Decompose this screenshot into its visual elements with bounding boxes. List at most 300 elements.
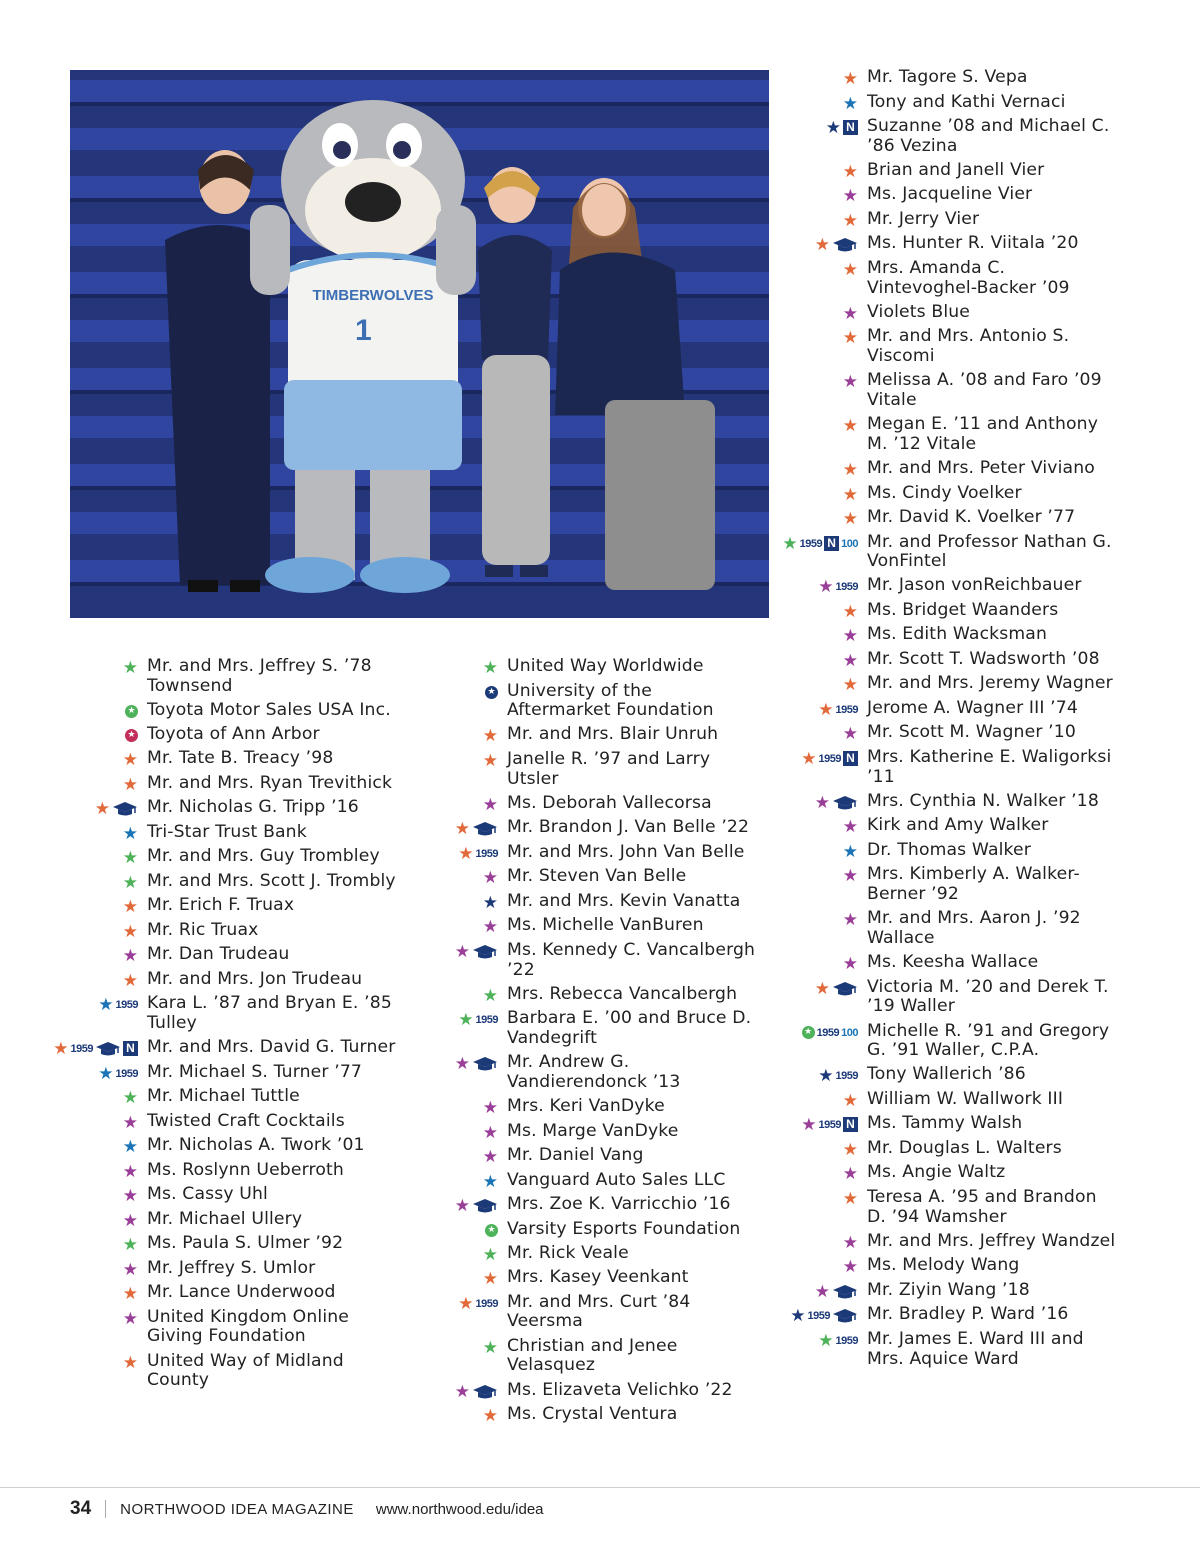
star-orange-icon: ★ [122,1352,138,1373]
donor-icons [0,1136,147,1156]
donor-icons [360,867,507,887]
donor-entry [720,1163,1119,1183]
star-navy-icon: ★ [818,1066,834,1087]
star-orange-icon: ★ [842,460,858,481]
donor-name: Mr. Brandon J. Van Belle ’22 [507,817,750,838]
donor-entry [360,725,759,745]
donor-entry [360,843,759,863]
star-orange-icon: ★ [122,921,138,942]
graduation-cap-icon [832,1284,858,1300]
donor-name: Mrs. Kasey Veenkant [507,1267,689,1288]
donor-name: Ms. Jacqueline Vier [867,184,1033,205]
donor-entry [0,1087,399,1107]
star-orange-icon: ★ [842,161,858,182]
donor-entry [720,161,1119,181]
donor-entry [0,994,399,1033]
star-purple-icon: ★ [122,1210,138,1231]
donor-entry [0,1352,399,1391]
star-blue-icon: ★ [482,1171,498,1192]
donor-name: Mrs. Amanda C. Vintevoghel-Backer ’09 [867,257,1070,298]
star-orange-icon: ★ [482,1269,498,1290]
star-blue-icon: ★ [122,823,138,844]
donor-entry [720,415,1119,454]
donor-entry [0,1161,399,1181]
star-purple-icon: ★ [842,817,858,838]
star-orange-icon: ★ [53,1039,69,1060]
donor-entry [720,303,1119,323]
donor-name: Mr. and Mrs. Kevin Vanatta [507,890,741,911]
donor-entry [720,259,1119,298]
donor-entry [720,210,1119,230]
donor-icons [360,1293,507,1313]
donor-icons [360,1146,507,1166]
donor-entry [720,1256,1119,1276]
society-1959-icon: 1959 [475,1014,498,1027]
donor-icons [360,1053,507,1073]
donor-name: Mr. Steven Van Belle [507,866,687,887]
donor-entry [0,1038,399,1058]
donor-name: Ms. Crystal Ventura [507,1404,678,1425]
donor-name: Ms. Hunter R. Viitala ’20 [867,233,1079,254]
star-purple-icon: ★ [122,1259,138,1280]
donor-entry [0,749,399,769]
star-orange-icon: ★ [818,699,834,720]
donor-entry [360,1244,759,1264]
donor-icons [0,872,147,892]
donor-entry [0,701,399,721]
donor-icons [0,1210,147,1230]
donor-name: Ms. Keesha Wallace [867,952,1039,973]
star-blue-icon: ★ [842,93,858,114]
donor-name: Ms. Cindy Voelker [867,482,1022,503]
donor-name: Suzanne ’08 and Michael C. ’86 Vezina [867,116,1110,156]
donor-entry [720,723,1119,743]
donor-entry [360,818,759,838]
donor-name: William W. Wallwork III [867,1088,1064,1109]
donor-icons [720,459,867,479]
star-green-icon: ★ [782,533,798,554]
donor-icons [360,1405,507,1425]
donor-entry [720,674,1119,694]
donor-entry [360,682,759,721]
donor-icons [720,210,867,230]
donor-entry [360,1171,759,1191]
donor-entry [0,798,399,818]
star-navy-icon: ★ [482,892,498,913]
star-blue-icon: ★ [98,995,114,1016]
donor-icons [720,1139,867,1159]
star-blue-icon: ★ [842,841,858,862]
donor-entry [0,872,399,892]
page-number: 34 [70,1498,92,1519]
donor-icons [720,484,867,504]
donor-column-1 [0,657,399,1396]
star-purple-icon: ★ [122,1308,138,1329]
donor-entry [720,1114,1119,1134]
donor-name: Megan E. ’11 and Anthony M. ’12 Vitale [867,414,1099,454]
star-purple-icon: ★ [122,1112,138,1133]
donor-icons [720,415,867,435]
donor-name: Mr. Nicholas A. Twork ’01 [147,1135,365,1156]
star-orange-icon: ★ [842,484,858,505]
donor-name: Ms. Deborah Vallecorsa [507,792,712,813]
donor-icons [720,841,867,861]
donor-entry [0,896,399,916]
donor-entry [720,909,1119,948]
star-orange-icon: ★ [454,819,470,840]
donor-name: Mr. and Mrs. Peter Viviano [867,458,1095,479]
star-orange-icon: ★ [482,1406,498,1427]
donor-name: Mr. and Mrs. David G. Turner [147,1037,396,1058]
donor-icons [0,1283,147,1303]
donor-icons [0,823,147,843]
star-purple-icon: ★ [842,866,858,887]
donor-icons [720,650,867,670]
donor-name: Mr. Daniel Vang [507,1145,644,1166]
donor-entry [720,459,1119,479]
star-green-icon: ★ [482,1337,498,1358]
donor-icons [0,701,147,718]
circle-star-navy-icon: ★ [485,686,498,699]
donor-entry [0,1283,399,1303]
donor-name: Mr. Scott M. Wagner ’10 [867,722,1076,743]
donor-name: Mr. David K. Voelker ’77 [867,507,1076,528]
donor-icons [720,234,867,254]
donor-entry [720,601,1119,621]
star-purple-icon: ★ [482,1122,498,1143]
donor-name: Mr. and Mrs. Guy Trombley [147,846,380,867]
society-1959-icon: 1959 [818,1119,841,1132]
donor-icons [0,1185,147,1205]
northwood-n-icon: N [123,1041,138,1056]
donor-name: Mr. and Mrs. Aaron J. ’92 Wallace [867,908,1081,948]
donor-icons [720,1305,867,1325]
donor-name: Mr. Michael S. Turner ’77 [147,1061,362,1082]
donor-name: Ms. Roslynn Ueberroth [147,1159,344,1180]
star-purple-icon: ★ [842,1232,858,1253]
donor-entry [720,484,1119,504]
graduation-cap-icon [832,1308,858,1324]
star-orange-icon: ★ [122,774,138,795]
graduation-cap-icon [472,944,498,960]
star-green-icon: ★ [458,1010,474,1031]
star-orange-icon: ★ [842,69,858,89]
donor-name: Mr. Bradley P. Ward ’16 [867,1304,1069,1325]
magazine-url[interactable]: www.northwood.edu/idea [375,1500,544,1518]
donor-entry [720,68,1119,88]
donor-name: Mr. Douglas L. Walters [867,1137,1062,1158]
star-purple-icon: ★ [482,1147,498,1168]
donor-icons [360,1220,507,1237]
donor-icons [720,674,867,694]
donor-name: Mrs. Katherine E. Waligorksi ’11 [867,746,1112,787]
donor-entry [360,1146,759,1166]
donor-entry [0,1234,399,1254]
star-green-icon: ★ [122,658,138,678]
donor-icons [720,93,867,113]
star-orange-icon: ★ [842,259,858,280]
donor-entry [0,945,399,965]
donor-entry [720,533,1119,572]
northwood-n-icon: N [843,120,858,135]
donor-icons [0,1087,147,1107]
star-purple-icon: ★ [482,794,498,815]
donor-name: Mrs. Keri VanDyke [507,1096,665,1117]
donor-entry [0,774,399,794]
donor-icons [0,1234,147,1254]
donor-name: Dr. Thomas Walker [867,839,1031,860]
donor-entry [360,985,759,1005]
donor-name: Mrs. Zoe K. Varricchio ’16 [507,1194,731,1215]
donor-name: Varsity Esports Foundation [507,1218,741,1239]
donor-name: Tri-Star Trust Bank [147,821,307,842]
donor-entry [360,1220,759,1240]
donor-entry [720,650,1119,670]
star-purple-icon: ★ [454,1054,470,1075]
footer-separator [105,1500,106,1518]
star-purple-icon: ★ [842,650,858,671]
circle-star-green-icon: ★ [485,1224,498,1237]
donor-entry [720,1090,1119,1110]
donor-icons [720,185,867,205]
donor-entry [720,792,1119,812]
star-purple-icon: ★ [842,186,858,207]
donor-name: Christian and Jenee Velasquez [507,1335,678,1376]
donor-icons [0,921,147,941]
star-green-icon: ★ [122,872,138,893]
donor-entry [0,1308,399,1347]
donor-entry [0,725,399,745]
donor-icons [360,794,507,814]
star-purple-icon: ★ [482,917,498,938]
donor-name: Mr. Jason vonReichbauer [867,575,1082,596]
donor-icons [360,1195,507,1215]
donor-entry [0,1185,399,1205]
donor-entry [0,847,399,867]
star-green-icon: ★ [482,985,498,1006]
society-1959-icon: 1959 [835,1070,858,1083]
donor-entry [720,576,1119,596]
page-footer [70,1498,544,1520]
donor-name: Ms. Cassy Uhl [147,1184,268,1205]
star-green-icon: ★ [122,1235,138,1256]
northwood-n-icon: N [824,536,839,551]
donor-entry [720,699,1119,719]
donor-name: Mr. and Professor Nathan G. VonFintel [867,531,1112,572]
donor-name: Mr. and Mrs. Curt ’84 Veersma [507,1291,691,1332]
donor-name: United Way Worldwide [507,656,704,676]
donor-icons [360,1171,507,1191]
donor-icons [0,896,147,916]
donor-name: Kara L. ’87 and Bryan E. ’85 Tulley [147,993,392,1034]
donor-icons [720,303,867,323]
donor-name: Mr. and Mrs. Jeffrey Wandzel [867,1230,1116,1251]
star-orange-icon: ★ [122,750,138,771]
donor-icons [720,117,867,137]
society-1959-icon: 1959 [115,999,138,1012]
donor-icons [720,723,867,743]
donor-icons [0,1038,147,1058]
donor-name: Melissa A. ’08 and Faro ’09 Vitale [867,370,1102,410]
donor-icons [720,259,867,279]
star-purple-icon: ★ [801,1115,817,1136]
donor-name: Toyota of Ann Arbor [147,724,320,745]
donor-name: Mr. Rick Veale [507,1242,629,1263]
donor-icons [0,1112,147,1132]
svg-text:1: 1 [355,314,372,347]
donor-entry [720,234,1119,254]
star-purple-icon: ★ [122,946,138,967]
donor-name: Mrs. Kimberly A. Walker-Berner ’92 [867,864,1080,905]
donor-name: Mr. Jerry Vier [867,208,980,229]
star-purple-icon: ★ [818,577,834,598]
donor-icons [720,68,867,88]
century-100-icon: 100 [841,1026,858,1039]
donor-icons [0,749,147,769]
graduation-cap-icon [472,1384,498,1400]
donor-name: Violets Blue [867,301,971,322]
donor-entry [360,750,759,789]
donor-icons [720,1232,867,1252]
star-blue-icon: ★ [98,1063,114,1084]
star-purple-icon: ★ [814,1281,830,1302]
donor-icons [720,508,867,528]
donor-name: Mr. Erich F. Truax [147,895,295,916]
star-purple-icon: ★ [842,372,858,393]
donor-icons [0,774,147,794]
donor-name: Ms. Elizaveta Velichko ’22 [507,1379,733,1400]
donor-name: Mr. Ric Truax [147,919,259,940]
donor-entry [0,1136,399,1156]
donor-icons [0,945,147,965]
star-purple-icon: ★ [842,724,858,745]
donor-name: Mr. Tate B. Treacy ’98 [147,748,334,769]
donor-entry [360,1268,759,1288]
donor-icons [0,1259,147,1279]
donor-icons [0,1308,147,1328]
donor-entry [720,1305,1119,1325]
donor-name: Ms. Edith Wacksman [867,624,1048,645]
star-orange-icon: ★ [122,897,138,918]
donor-name: Ms. Marge VanDyke [507,1120,679,1141]
donor-icons [360,843,507,863]
star-orange-icon: ★ [122,1284,138,1305]
donor-icons [720,1188,867,1208]
star-orange-icon: ★ [814,235,830,256]
donor-icons [720,576,867,596]
donor-entry [360,794,759,814]
star-purple-icon: ★ [454,1381,470,1402]
donor-icons [720,953,867,973]
northwood-n-icon: N [843,1117,858,1132]
graduation-cap-icon [112,801,138,817]
donor-name: Victoria M. ’20 and Derek T. ’19 Waller [867,976,1109,1017]
donor-entry [720,327,1119,366]
donor-entry [0,823,399,843]
star-purple-icon: ★ [842,1257,858,1278]
donor-icons [360,985,507,1005]
donor-icons [0,725,147,742]
magazine-name: NORTHWOOD IDEA MAGAZINE [120,1500,354,1518]
graduation-cap-icon [472,1198,498,1214]
star-orange-icon: ★ [842,509,858,530]
donor-column-3 [720,68,1119,1374]
donor-icons [0,1352,147,1372]
donor-name: Mr. and Mrs. Jon Trudeau [147,968,363,989]
donor-icons [360,750,507,770]
circle-star-green-icon: ★ [125,705,138,718]
graduation-cap-icon [832,795,858,811]
donor-column-2 [360,657,759,1430]
donor-entry [720,508,1119,528]
star-orange-icon: ★ [122,970,138,991]
society-1959-icon: 1959 [816,1026,840,1039]
donor-name: Barbara E. ’00 and Bruce D. Vandegrift [507,1008,752,1048]
donor-entry [0,921,399,941]
society-1959-icon: 1959 [818,752,841,765]
donor-name: Mr. Michael Tuttle [147,1086,300,1107]
donor-icons [720,1090,867,1110]
donor-icons [720,1114,867,1134]
donor-icons [360,1381,507,1401]
donor-icons [360,1244,507,1264]
donor-entry [720,1139,1119,1159]
donor-icons [720,1330,867,1350]
star-purple-icon: ★ [454,941,470,962]
star-purple-icon: ★ [842,910,858,931]
donor-name: Mr. and Mrs. John Van Belle [507,841,745,862]
donor-entry [720,953,1119,973]
star-green-icon: ★ [482,1244,498,1265]
donor-entry [720,841,1119,861]
star-orange-icon: ★ [814,978,830,999]
donor-entry [720,371,1119,410]
society-1959-icon: 1959 [835,581,858,594]
star-purple-icon: ★ [842,626,858,647]
donor-icons [720,699,867,719]
donor-name: Ms. Kennedy C. Vancalbergh ’22 [507,939,756,980]
donor-icons [720,816,867,836]
star-orange-icon: ★ [482,750,498,771]
century-100-icon: 100 [841,537,858,550]
donor-entry [720,1281,1119,1301]
donor-entry [720,117,1119,156]
donor-name: Mr. and Mrs. Ryan Trevithick [147,772,393,793]
star-green-icon: ★ [818,1330,834,1351]
photo-illustration [70,70,769,618]
donor-entry [360,1405,759,1425]
donor-icons [360,657,507,677]
donor-name: Brian and Janell Vier [867,159,1045,180]
donor-name: Ms. Paula S. Ulmer ’92 [147,1233,344,1254]
donor-name: Mrs. Rebecca Vancalbergh [507,983,738,1004]
donor-icons [720,1163,867,1183]
society-1959-icon: 1959 [799,537,823,550]
donor-entry [360,1097,759,1117]
donor-name: Jerome A. Wagner III ’74 [867,697,1078,718]
donor-icons [720,1256,867,1276]
donor-name: Ms. Angie Waltz [867,1162,1006,1183]
donor-icons [360,1337,507,1357]
star-orange-icon: ★ [94,799,110,820]
star-orange-icon: ★ [458,843,474,864]
star-green-icon: ★ [122,848,138,869]
society-1959-icon: 1959 [807,1310,830,1323]
donor-icons [720,748,867,768]
star-orange-icon: ★ [842,601,858,622]
donor-icons [360,1097,507,1117]
donor-entry [0,970,399,990]
